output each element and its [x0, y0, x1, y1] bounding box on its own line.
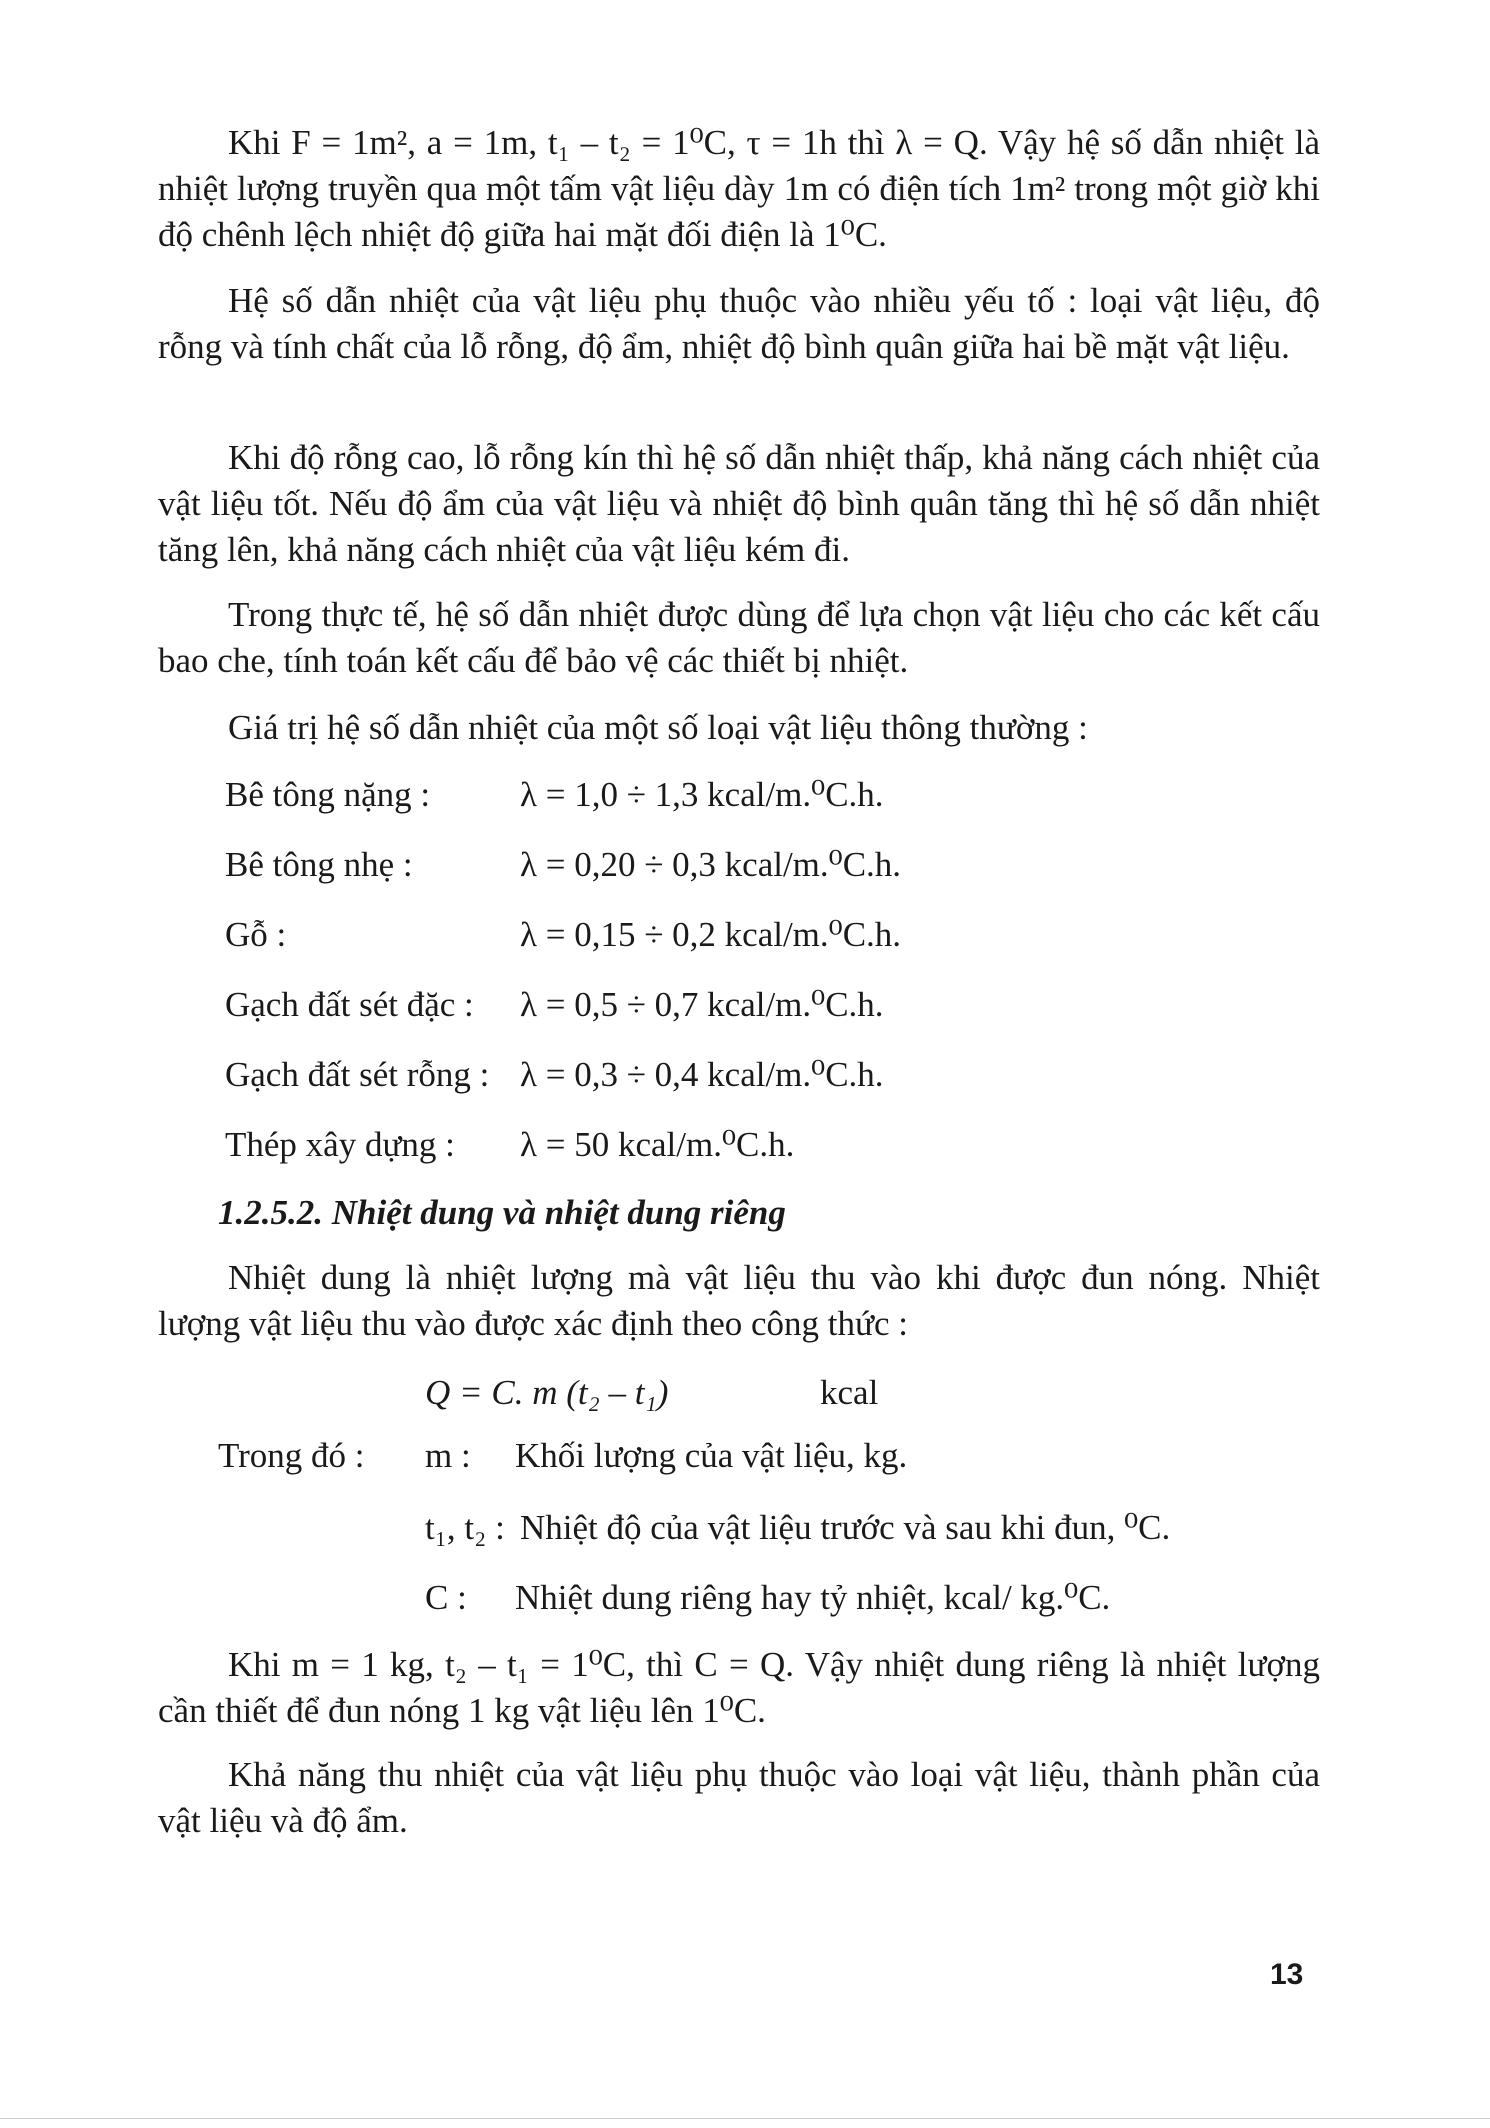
page-number: 13 [1270, 1958, 1304, 1991]
paragraph-values-intro: Giá trị hệ số dẫn nhiệt của một số loại vật liệu thông thường : [228, 708, 1088, 747]
material-value: λ = 0,20 ÷ 0,3 kcal/m.⁰C.h. [520, 845, 902, 884]
heat-formula: Q = C. m (t₂ – t₁) [425, 1373, 669, 1412]
definition-text: Nhiệt độ của vật liệu trước và sau khi đun, ⁰C. [520, 1508, 1171, 1547]
material-label: Thép xây dựng : [225, 1125, 455, 1164]
paragraph-influencing-factors: Hệ số dẫn nhiệt của vật liệu phụ thuộc vào nhiều yếu tố : loại vật liệu, độ rỗng và tính chất của lỗ rỗng, độ ẩm, nhiệt độ bình quân giữa hai bề mặt vật liệu. [158, 281, 1320, 366]
paragraph-heat-absorption: Khả năng thu nhiệt của vật liệu phụ thuộc vào loại vật liệu, thành phần của vật liệu và độ ẩm. [158, 1755, 1320, 1840]
material-label: Bê tông nhẹ : [225, 845, 413, 884]
material-value: λ = 50 kcal/m.⁰C.h. [520, 1125, 795, 1164]
paragraph-specific-heat-definition: Khi m = 1 kg, t₂ – t₁ = 1⁰C, thì C = Q. Vậy nhiệt dung riêng là nhiệt lượng cần thiết để đun nóng 1 kg vật liệu lên 1⁰C. [158, 1645, 1320, 1730]
section-heading: 1.2.5.2. Nhiệt dung và nhiệt dung riêng [218, 1193, 786, 1232]
paragraph-practical-use: Trong thực tế, hệ số dẫn nhiệt được dùng để lựa chọn vật liệu cho các kết cấu bao che, tính toán kết cấu để bảo vệ các thiết bị nhiệt. [158, 595, 1320, 680]
page-bottom-divider [0, 2118, 1490, 2119]
paragraph-thermal-conductivity-definition: Khi F = 1m², a = 1m, t₁ – t₂ = 1⁰C, τ = 1h thì λ = Q. Vậy hệ số dẫn nhiệt là nhiệt lượng truyền qua một tấm vật liệu dày 1m có điện tích 1m² trong một giờ khi độ chênh lệch nhiệt độ giữa hai mặt đối điện là 1⁰C. [158, 123, 1320, 254]
material-value: λ = 1,0 ÷ 1,3 kcal/m.⁰C.h. [520, 775, 884, 814]
material-label: Gạch đất sét đặc : [225, 985, 474, 1024]
material-label: Gỗ : [225, 915, 287, 954]
definition-symbol: C : [425, 1578, 467, 1617]
material-label: Bê tông nặng : [225, 775, 431, 814]
material-value: λ = 0,3 ÷ 0,4 kcal/m.⁰C.h. [520, 1055, 884, 1094]
definitions-intro: Trong đó : [218, 1436, 365, 1475]
definition-symbol: m : [425, 1436, 471, 1475]
paragraph-heat-capacity: Nhiệt dung là nhiệt lượng mà vật liệu thu vào khi được đun nóng. Nhiệt lượng vật liệu thu vào được xác định theo công thức : [158, 1258, 1320, 1343]
definition-text: Khối lượng của vật liệu, kg. [515, 1436, 908, 1475]
material-label: Gạch đất sét rỗng : [225, 1055, 490, 1094]
paragraph-porosity-effect: Khi độ rỗng cao, lỗ rỗng kín thì hệ số dẫn nhiệt thấp, khả năng cách nhiệt của vật liệu tốt. Nếu độ ẩm của vật liệu và nhiệt độ bình quân tăng thì hệ số dẫn nhiệt tăng lên, khả năng cách nhiệt của vật liệu kém đi. [158, 438, 1320, 569]
definition-symbol: t₁, t₂ : [425, 1508, 505, 1547]
material-value: λ = 0,5 ÷ 0,7 kcal/m.⁰C.h. [520, 985, 884, 1024]
material-value: λ = 0,15 ÷ 0,2 kcal/m.⁰C.h. [520, 915, 902, 954]
formula-unit: kcal [820, 1373, 879, 1412]
definition-text: Nhiệt dung riêng hay tỷ nhiệt, kcal/ kg.⁰C. [515, 1578, 1111, 1617]
